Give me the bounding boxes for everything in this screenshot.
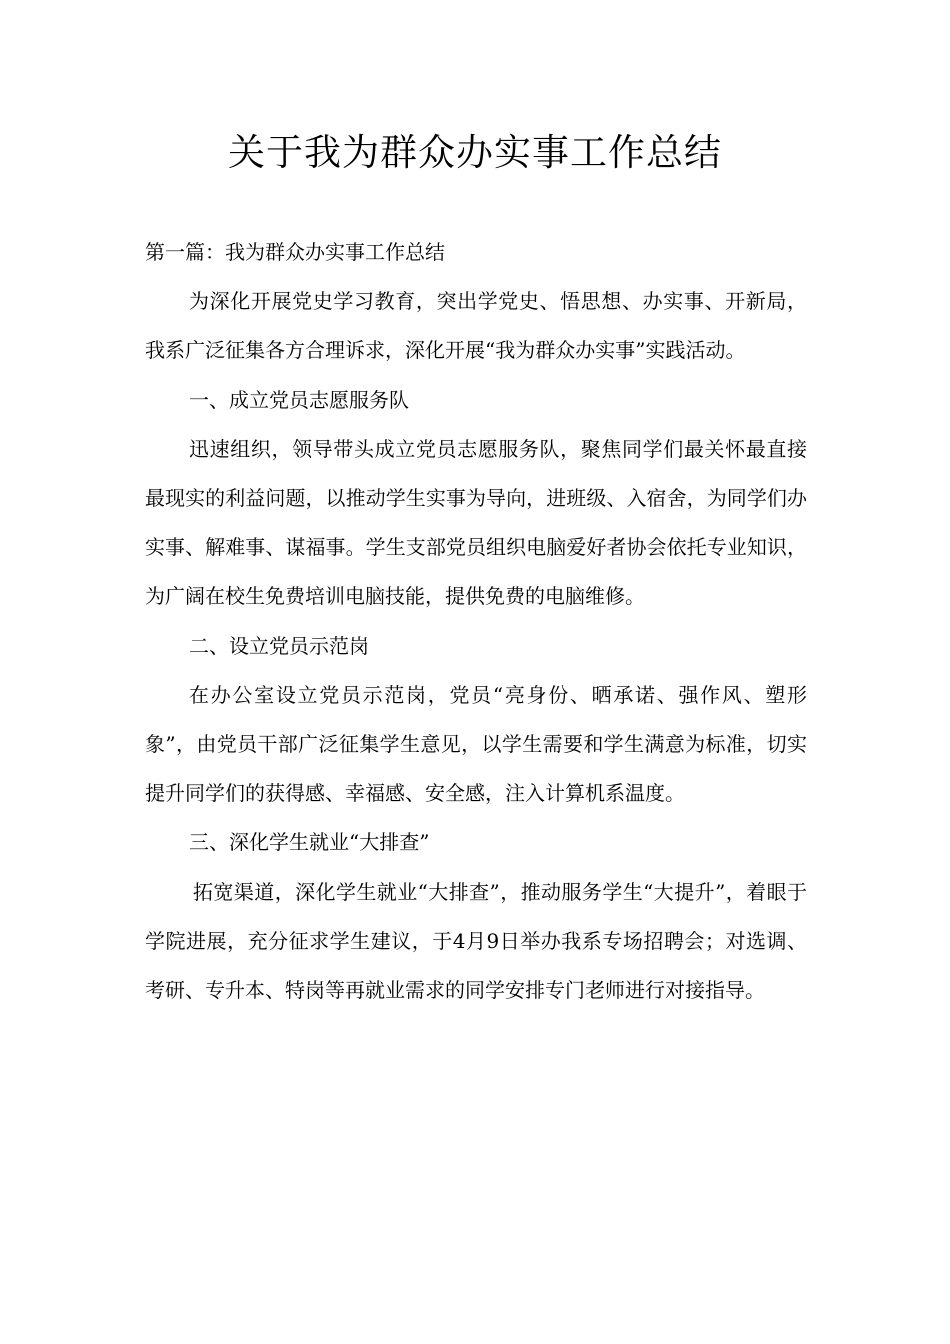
paragraph-subtitle: 第一篇：我为群众办实事工作总结 xyxy=(145,240,445,264)
paragraph-section-2: 在办公室设立党员示范岗，党员“亮身份、晒承诺、强作风、塑形象”，由党员干部广泛征集学生意见，以学生需要和学生满意为标准，切实提升同学们的获得感、幸福感、安全感，注入计算机系温度。 xyxy=(145,682,807,806)
section-heading-1: 一、成立党员志愿服务队 xyxy=(189,387,409,412)
paragraph-intro: 为深化开展党史学习教育，突出学党史、悟思想、办实事、开新局，我系广泛征集各方合理诉求，深化开展“我为群众办实事”实践活动。 xyxy=(145,289,807,363)
document-title: 关于我为群众办实事工作总结 xyxy=(228,131,722,174)
section-heading-3: 三、深化学生就业“大排查” xyxy=(189,830,430,855)
document-body xyxy=(145,228,807,1015)
section-heading-2: 二、设立党员示范岗 xyxy=(189,633,369,658)
paragraph-section-3: 拓宽渠道，深化学生就业“大排查”，推动服务学生“大提升”，着眼于学院进展，充分征求学生建议，于4月9日举办我系专场招聘会；对选调、考研、专升本、特岗等再就业需求的同学安排专门老师进行对接指导。 xyxy=(145,879,807,1003)
paragraph-section-1: 迅速组织，领导带头成立党员志愿服务队，聚焦同学们最关怀最直接最现实的利益问题，以推动学生实事为导向，进班级、入宿舍，为同学们办实事、解难事、谋福事。学生支部党员组织电脑爱好者协会依托专业知识，为广阔在校生免费培训电脑技能，提供免费的电脑维修。 xyxy=(145,436,807,609)
